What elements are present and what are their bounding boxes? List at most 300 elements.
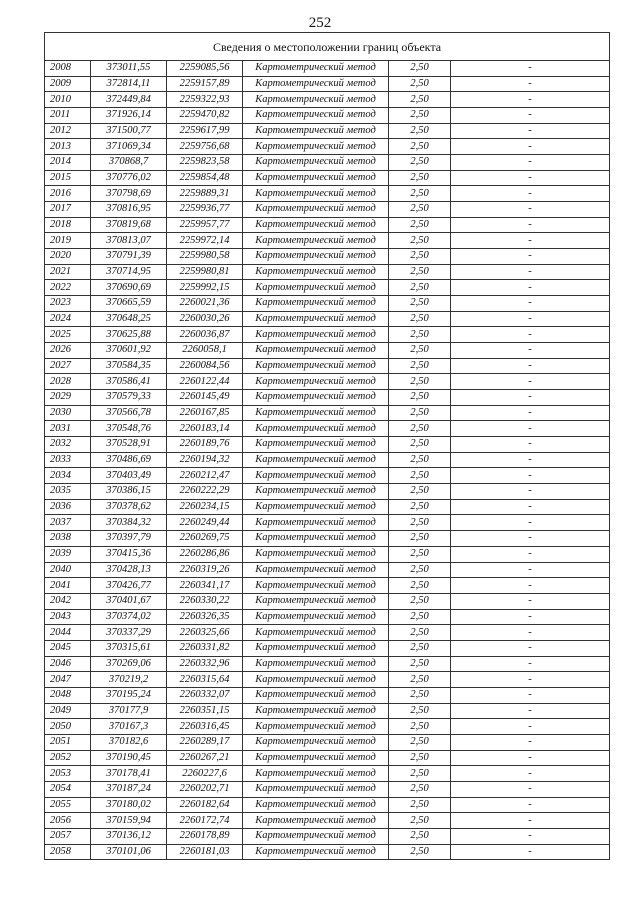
y-coordinate-cell: 2260316,45 [167, 719, 243, 735]
description-cell: - [451, 813, 610, 829]
y-coordinate-cell: 2260183,14 [167, 421, 243, 437]
table-row [45, 76, 610, 92]
table-row [45, 734, 610, 750]
method-cell: Картометрический метод [243, 844, 389, 860]
x-coordinate-cell: 370586,41 [91, 374, 167, 390]
boundary-coordinates-table [44, 32, 610, 860]
method-cell: Картометрический метод [243, 531, 389, 547]
method-cell: Картометрический метод [243, 781, 389, 797]
description-cell: - [451, 625, 610, 641]
accuracy-cell: 2,50 [389, 233, 451, 249]
method-cell: Картометрический метод [243, 311, 389, 327]
description-cell: - [451, 452, 610, 468]
point-number-cell: 2023 [45, 296, 91, 312]
x-coordinate-cell: 370397,79 [91, 531, 167, 547]
description-cell: - [451, 672, 610, 688]
x-coordinate-cell: 370690,69 [91, 280, 167, 296]
point-number-cell: 2022 [45, 280, 91, 296]
point-number-cell: 2017 [45, 202, 91, 218]
y-coordinate-cell: 2259972,14 [167, 233, 243, 249]
accuracy-cell: 2,50 [389, 797, 451, 813]
accuracy-cell: 2,50 [389, 703, 451, 719]
point-number-cell: 2029 [45, 390, 91, 406]
x-coordinate-cell: 370374,02 [91, 609, 167, 625]
description-cell: - [451, 405, 610, 421]
method-cell: Картометрический метод [243, 452, 389, 468]
description-cell: - [451, 139, 610, 155]
point-number-cell: 2045 [45, 640, 91, 656]
description-cell: - [451, 499, 610, 515]
table-row [45, 844, 610, 860]
method-cell: Картометрический метод [243, 484, 389, 500]
method-cell: Картометрический метод [243, 719, 389, 735]
x-coordinate-cell: 370167,3 [91, 719, 167, 735]
table-row [45, 593, 610, 609]
table-row [45, 719, 610, 735]
y-coordinate-cell: 2260036,87 [167, 327, 243, 343]
accuracy-cell: 2,50 [389, 546, 451, 562]
point-number-cell: 2033 [45, 452, 91, 468]
y-coordinate-cell: 2260341,17 [167, 578, 243, 594]
x-coordinate-cell: 370566,78 [91, 405, 167, 421]
x-coordinate-cell: 373011,55 [91, 61, 167, 77]
table-row [45, 562, 610, 578]
description-cell: - [451, 311, 610, 327]
accuracy-cell: 2,50 [389, 813, 451, 829]
description-cell: - [451, 609, 610, 625]
point-number-cell: 2043 [45, 609, 91, 625]
description-cell: - [451, 703, 610, 719]
y-coordinate-cell: 2259889,31 [167, 186, 243, 202]
table-row [45, 123, 610, 139]
y-coordinate-cell: 2259854,48 [167, 170, 243, 186]
table-row [45, 374, 610, 390]
y-coordinate-cell: 2260315,64 [167, 672, 243, 688]
y-coordinate-cell: 2260167,85 [167, 405, 243, 421]
y-coordinate-cell: 2260351,15 [167, 703, 243, 719]
table-row [45, 405, 610, 421]
method-cell: Картометрический метод [243, 217, 389, 233]
y-coordinate-cell: 2259936,77 [167, 202, 243, 218]
y-coordinate-cell: 2259957,77 [167, 217, 243, 233]
description-cell: - [451, 766, 610, 782]
method-cell: Картометрический метод [243, 703, 389, 719]
point-number-cell: 2034 [45, 468, 91, 484]
table-row [45, 750, 610, 766]
description-cell: - [451, 186, 610, 202]
y-coordinate-cell: 2259992,15 [167, 280, 243, 296]
description-cell: - [451, 233, 610, 249]
accuracy-cell: 2,50 [389, 468, 451, 484]
point-number-cell: 2048 [45, 687, 91, 703]
table-row [45, 217, 610, 233]
description-cell: - [451, 468, 610, 484]
accuracy-cell: 2,50 [389, 155, 451, 171]
accuracy-cell: 2,50 [389, 499, 451, 515]
x-coordinate-cell: 371926,14 [91, 108, 167, 124]
point-number-cell: 2038 [45, 531, 91, 547]
description-cell: - [451, 280, 610, 296]
y-coordinate-cell: 2260084,56 [167, 358, 243, 374]
table-row [45, 327, 610, 343]
point-number-cell: 2016 [45, 186, 91, 202]
method-cell: Картометрический метод [243, 123, 389, 139]
description-cell: - [451, 217, 610, 233]
method-cell: Картометрический метод [243, 766, 389, 782]
y-coordinate-cell: 2260332,96 [167, 656, 243, 672]
table-row [45, 499, 610, 515]
x-coordinate-cell: 370601,92 [91, 343, 167, 359]
method-cell: Картометрический метод [243, 108, 389, 124]
description-cell: - [451, 264, 610, 280]
accuracy-cell: 2,50 [389, 437, 451, 453]
method-cell: Картометрический метод [243, 343, 389, 359]
table-row [45, 202, 610, 218]
point-number-cell: 2032 [45, 437, 91, 453]
point-number-cell: 2025 [45, 327, 91, 343]
accuracy-cell: 2,50 [389, 484, 451, 500]
y-coordinate-cell: 2259157,89 [167, 76, 243, 92]
point-number-cell: 2035 [45, 484, 91, 500]
x-coordinate-cell: 370337,29 [91, 625, 167, 641]
y-coordinate-cell: 2260332,07 [167, 687, 243, 703]
x-coordinate-cell: 370384,32 [91, 515, 167, 531]
table-row [45, 609, 610, 625]
y-coordinate-cell: 2260249,44 [167, 515, 243, 531]
point-number-cell: 2041 [45, 578, 91, 594]
x-coordinate-cell: 370813,07 [91, 233, 167, 249]
x-coordinate-cell: 370178,41 [91, 766, 167, 782]
x-coordinate-cell: 370101,06 [91, 844, 167, 860]
method-cell: Картометрический метод [243, 186, 389, 202]
y-coordinate-cell: 2260122,44 [167, 374, 243, 390]
accuracy-cell: 2,50 [389, 515, 451, 531]
accuracy-cell: 2,50 [389, 358, 451, 374]
method-cell: Картометрический метод [243, 578, 389, 594]
y-coordinate-cell: 2260178,89 [167, 828, 243, 844]
y-coordinate-cell: 2260227,6 [167, 766, 243, 782]
table-row [45, 766, 610, 782]
point-number-cell: 2026 [45, 343, 91, 359]
x-coordinate-cell: 370791,39 [91, 249, 167, 265]
accuracy-cell: 2,50 [389, 625, 451, 641]
description-cell: - [451, 76, 610, 92]
point-number-cell: 2044 [45, 625, 91, 641]
method-cell: Картометрический метод [243, 609, 389, 625]
x-coordinate-cell: 370386,15 [91, 484, 167, 500]
x-coordinate-cell: 370415,36 [91, 546, 167, 562]
table-row [45, 531, 610, 547]
x-coordinate-cell: 370584,35 [91, 358, 167, 374]
method-cell: Картометрический метод [243, 546, 389, 562]
table-row [45, 249, 610, 265]
y-coordinate-cell: 2260189,76 [167, 437, 243, 453]
point-number-cell: 2054 [45, 781, 91, 797]
y-coordinate-cell: 2259980,58 [167, 249, 243, 265]
x-coordinate-cell: 370665,59 [91, 296, 167, 312]
accuracy-cell: 2,50 [389, 327, 451, 343]
method-cell: Картометрический метод [243, 249, 389, 265]
table-title: Сведения о местоположении границ объекта [45, 33, 610, 61]
description-cell: - [451, 844, 610, 860]
x-coordinate-cell: 370136,12 [91, 828, 167, 844]
point-number-cell: 2010 [45, 92, 91, 108]
accuracy-cell: 2,50 [389, 405, 451, 421]
method-cell: Картометрический метод [243, 358, 389, 374]
table-title-row [45, 33, 610, 61]
table-row [45, 358, 610, 374]
method-cell: Картометрический метод [243, 92, 389, 108]
point-number-cell: 2040 [45, 562, 91, 578]
table-row [45, 311, 610, 327]
method-cell: Картометрический метод [243, 734, 389, 750]
accuracy-cell: 2,50 [389, 139, 451, 155]
y-coordinate-cell: 2260058,1 [167, 343, 243, 359]
accuracy-cell: 2,50 [389, 374, 451, 390]
accuracy-cell: 2,50 [389, 593, 451, 609]
accuracy-cell: 2,50 [389, 421, 451, 437]
description-cell: - [451, 61, 610, 77]
description-cell: - [451, 249, 610, 265]
x-coordinate-cell: 370378,62 [91, 499, 167, 515]
y-coordinate-cell: 2260202,71 [167, 781, 243, 797]
table-row [45, 515, 610, 531]
x-coordinate-cell: 370187,24 [91, 781, 167, 797]
description-cell: - [451, 640, 610, 656]
x-coordinate-cell: 370625,88 [91, 327, 167, 343]
accuracy-cell: 2,50 [389, 280, 451, 296]
x-coordinate-cell: 370579,33 [91, 390, 167, 406]
description-cell: - [451, 155, 610, 171]
x-coordinate-cell: 370776,02 [91, 170, 167, 186]
description-cell: - [451, 123, 610, 139]
point-number-cell: 2009 [45, 76, 91, 92]
table-row [45, 468, 610, 484]
method-cell: Картометрический метод [243, 828, 389, 844]
x-coordinate-cell: 371500,77 [91, 123, 167, 139]
method-cell: Картометрический метод [243, 233, 389, 249]
method-cell: Картометрический метод [243, 327, 389, 343]
table-row [45, 186, 610, 202]
accuracy-cell: 2,50 [389, 578, 451, 594]
description-cell: - [451, 515, 610, 531]
table-row [45, 703, 610, 719]
x-coordinate-cell: 370648,25 [91, 311, 167, 327]
y-coordinate-cell: 2260267,21 [167, 750, 243, 766]
x-coordinate-cell: 370403,49 [91, 468, 167, 484]
table-row [45, 343, 610, 359]
accuracy-cell: 2,50 [389, 750, 451, 766]
accuracy-cell: 2,50 [389, 264, 451, 280]
description-cell: - [451, 656, 610, 672]
accuracy-cell: 2,50 [389, 217, 451, 233]
table-row [45, 797, 610, 813]
y-coordinate-cell: 2260182,64 [167, 797, 243, 813]
accuracy-cell: 2,50 [389, 249, 451, 265]
table-row [45, 437, 610, 453]
point-number-cell: 2018 [45, 217, 91, 233]
x-coordinate-cell: 372449,84 [91, 92, 167, 108]
y-coordinate-cell: 2259756,68 [167, 139, 243, 155]
y-coordinate-cell: 2260212,47 [167, 468, 243, 484]
point-number-cell: 2008 [45, 61, 91, 77]
table-row [45, 92, 610, 108]
table-row [45, 546, 610, 562]
point-number-cell: 2020 [45, 249, 91, 265]
description-cell: - [451, 531, 610, 547]
point-number-cell: 2053 [45, 766, 91, 782]
x-coordinate-cell: 370714,95 [91, 264, 167, 280]
accuracy-cell: 2,50 [389, 76, 451, 92]
description-cell: - [451, 202, 610, 218]
y-coordinate-cell: 2260289,17 [167, 734, 243, 750]
table-row [45, 813, 610, 829]
description-cell: - [451, 734, 610, 750]
y-coordinate-cell: 2260269,75 [167, 531, 243, 547]
point-number-cell: 2042 [45, 593, 91, 609]
table-row [45, 656, 610, 672]
description-cell: - [451, 327, 610, 343]
table-row [45, 828, 610, 844]
y-coordinate-cell: 2260181,03 [167, 844, 243, 860]
accuracy-cell: 2,50 [389, 170, 451, 186]
point-number-cell: 2014 [45, 155, 91, 171]
point-number-cell: 2030 [45, 405, 91, 421]
method-cell: Картометрический метод [243, 280, 389, 296]
point-number-cell: 2049 [45, 703, 91, 719]
accuracy-cell: 2,50 [389, 766, 451, 782]
table-row [45, 296, 610, 312]
table-row [45, 170, 610, 186]
accuracy-cell: 2,50 [389, 296, 451, 312]
point-number-cell: 2028 [45, 374, 91, 390]
x-coordinate-cell: 370177,9 [91, 703, 167, 719]
x-coordinate-cell: 370528,91 [91, 437, 167, 453]
accuracy-cell: 2,50 [389, 61, 451, 77]
table-row [45, 390, 610, 406]
table-row [45, 139, 610, 155]
point-number-cell: 2015 [45, 170, 91, 186]
table-row [45, 781, 610, 797]
method-cell: Картометрический метод [243, 76, 389, 92]
x-coordinate-cell: 370868,7 [91, 155, 167, 171]
table-row [45, 672, 610, 688]
accuracy-cell: 2,50 [389, 719, 451, 735]
table-row [45, 108, 610, 124]
point-number-cell: 2027 [45, 358, 91, 374]
x-coordinate-cell: 370180,02 [91, 797, 167, 813]
method-cell: Картометрический метод [243, 421, 389, 437]
method-cell: Картометрический метод [243, 374, 389, 390]
point-number-cell: 2019 [45, 233, 91, 249]
y-coordinate-cell: 2259085,56 [167, 61, 243, 77]
y-coordinate-cell: 2260145,49 [167, 390, 243, 406]
table-row [45, 578, 610, 594]
y-coordinate-cell: 2260194,32 [167, 452, 243, 468]
description-cell: - [451, 546, 610, 562]
method-cell: Картометрический метод [243, 405, 389, 421]
y-coordinate-cell: 2259823,58 [167, 155, 243, 171]
accuracy-cell: 2,50 [389, 844, 451, 860]
x-coordinate-cell: 370428,13 [91, 562, 167, 578]
method-cell: Картометрический метод [243, 296, 389, 312]
accuracy-cell: 2,50 [389, 186, 451, 202]
table-row [45, 233, 610, 249]
y-coordinate-cell: 2260330,22 [167, 593, 243, 609]
method-cell: Картометрический метод [243, 813, 389, 829]
method-cell: Картометрический метод [243, 170, 389, 186]
accuracy-cell: 2,50 [389, 108, 451, 124]
table-row [45, 155, 610, 171]
accuracy-cell: 2,50 [389, 531, 451, 547]
point-number-cell: 2051 [45, 734, 91, 750]
y-coordinate-cell: 2259980,81 [167, 264, 243, 280]
description-cell: - [451, 687, 610, 703]
y-coordinate-cell: 2260326,35 [167, 609, 243, 625]
method-cell: Картометрический метод [243, 155, 389, 171]
description-cell: - [451, 108, 610, 124]
accuracy-cell: 2,50 [389, 390, 451, 406]
accuracy-cell: 2,50 [389, 734, 451, 750]
x-coordinate-cell: 370401,67 [91, 593, 167, 609]
description-cell: - [451, 750, 610, 766]
method-cell: Картометрический метод [243, 672, 389, 688]
method-cell: Картометрический метод [243, 139, 389, 155]
method-cell: Картометрический метод [243, 687, 389, 703]
description-cell: - [451, 593, 610, 609]
y-coordinate-cell: 2260030,26 [167, 311, 243, 327]
table-row [45, 280, 610, 296]
description-cell: - [451, 781, 610, 797]
accuracy-cell: 2,50 [389, 781, 451, 797]
y-coordinate-cell: 2259617,99 [167, 123, 243, 139]
description-cell: - [451, 578, 610, 594]
method-cell: Картометрический метод [243, 593, 389, 609]
y-coordinate-cell: 2260319,26 [167, 562, 243, 578]
method-cell: Картометрический метод [243, 797, 389, 813]
method-cell: Картометрический метод [243, 656, 389, 672]
point-number-cell: 2011 [45, 108, 91, 124]
description-cell: - [451, 358, 610, 374]
y-coordinate-cell: 2260234,15 [167, 499, 243, 515]
method-cell: Картометрический метод [243, 750, 389, 766]
accuracy-cell: 2,50 [389, 656, 451, 672]
accuracy-cell: 2,50 [389, 640, 451, 656]
y-coordinate-cell: 2260172,74 [167, 813, 243, 829]
description-cell: - [451, 374, 610, 390]
accuracy-cell: 2,50 [389, 672, 451, 688]
x-coordinate-cell: 370819,68 [91, 217, 167, 233]
point-number-cell: 2056 [45, 813, 91, 829]
x-coordinate-cell: 370798,69 [91, 186, 167, 202]
method-cell: Картометрический метод [243, 499, 389, 515]
y-coordinate-cell: 2259470,82 [167, 108, 243, 124]
point-number-cell: 2050 [45, 719, 91, 735]
table-row [45, 687, 610, 703]
point-number-cell: 2037 [45, 515, 91, 531]
description-cell: - [451, 390, 610, 406]
method-cell: Картометрический метод [243, 390, 389, 406]
table-row [45, 625, 610, 641]
description-cell: - [451, 484, 610, 500]
method-cell: Картометрический метод [243, 264, 389, 280]
method-cell: Картометрический метод [243, 562, 389, 578]
point-number-cell: 2013 [45, 139, 91, 155]
table-row [45, 421, 610, 437]
y-coordinate-cell: 2260021,36 [167, 296, 243, 312]
point-number-cell: 2012 [45, 123, 91, 139]
description-cell: - [451, 797, 610, 813]
